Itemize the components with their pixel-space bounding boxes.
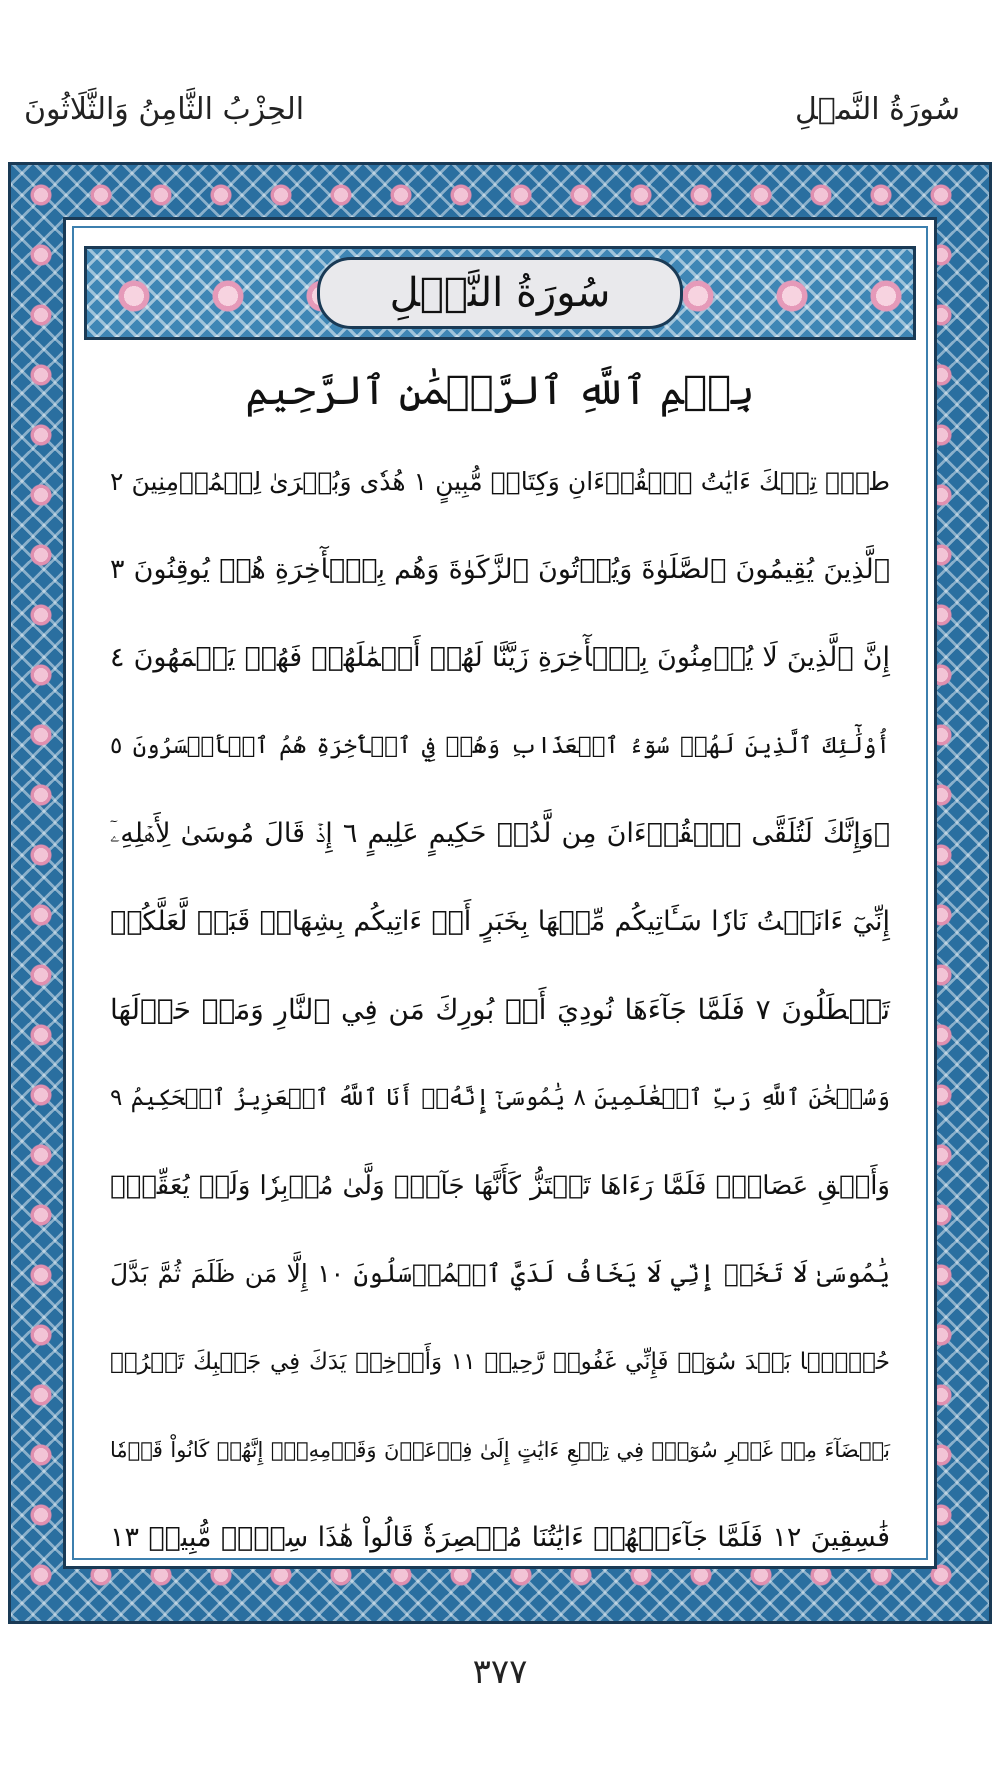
verse-line: ۞وَإِنَّكَ لَتُلَقَّى ٱلۡقُرۡءَانَ مِن لَّدُنۡ حَكِيمٍ عَلِيمٍ ٦ إِذۡ قَالَ مُوسَىٰ لِأَهۡلِهِۦٓ (110, 818, 890, 849)
surah-title: سُورَةُ النَّمۡلِ (389, 270, 611, 316)
verse-line: حُسۡنَۢا بَعۡدَ سُوٓءٖ فَإِنِّي غَفُورٞ رَّحِيمٞ ١١ وَأَدۡخِلۡ يَدَكَ فِي جَيۡبِكَ تَخۡرُجۡ (110, 1349, 890, 1375)
surah-name-header: سُورَةُ النَّمۡلِ (795, 92, 960, 127)
verse-line: بَيۡضَآءَ مِنۡ غَيۡرِ سُوٓءٖۖ فِي تِسۡعِ ءَايَٰتٍ إِلَىٰ فِرۡعَوۡنَ وَقَوۡمِهِۦٓۚ إِنَّهُمۡ كَانُواْ قَوۡمٗا (110, 1438, 890, 1462)
verse-line: وَأَلۡقِ عَصَاكَۚ فَلَمَّا رَءَاهَا تَهۡتَزُّ كَأَنَّهَا جَآنّٞ وَلَّىٰ مُدۡبِرٗا وَلَمۡ يُعَقِّبۡۚ (110, 1171, 890, 1201)
verse-line: طسٓۚ تِلۡكَ ءَايَٰتُ ٱلۡقُرۡءَانِ وَكِتَابٖ مُّبِينٍ ١ هُدٗى وَبُشۡرَىٰ لِلۡمُؤۡمِنِينَ ٢ (110, 467, 890, 496)
surah-title-banner (84, 246, 916, 340)
verse-line: إِنَّ ٱلَّذِينَ لَا يُؤۡمِنُونَ بِٱلۡأٓخِرَةِ زَيَّنَّا لَهُمۡ أَعۡمَٰلَهُمۡ فَهُمۡ يَعۡمَهُونَ ٤ (110, 642, 890, 673)
page-number: ٣٧٧ (472, 1652, 528, 1692)
verse-line: أُوْلَٰٓئِكَ ٱلَّذِينَ لَهُمۡ سُوٓءُ ٱلۡعَذَابِ وَهُمۡ فِي ٱلۡأٓخِرَةِ هُمُ ٱلۡأَخۡسَرُونَ ٥ (110, 733, 890, 759)
verse-line: يَٰمُوسَىٰ لَا تَخَفۡ إِنِّي لَا يَخَافُ لَدَيَّ ٱلۡمُرۡسَلُونَ ١٠ إِلَّا مَن ظَلَمَ ثُمَّ بَدَّلَ (110, 1259, 891, 1288)
surah-title-cartouche (317, 257, 683, 329)
hizb-header: الحِزْبُ الثَّامِنُ وَالثَّلَاثُونَ (24, 92, 305, 127)
verse-lines (110, 438, 890, 1582)
verse-line: فَٰسِقِينَ ١٢ فَلَمَّا جَآءَتۡهُمۡ ءَايَٰتُنَا مُبۡصِرَةٗ قَالُواْ هَٰذَا سِحۡرٞ مُّبِينٞ ١٣ (110, 1522, 890, 1553)
verse-line: تَصۡطَلُونَ ٧ فَلَمَّا جَآءَهَا نُودِيَ أَنۢ بُورِكَ مَن فِي ٱلنَّارِ وَمَنۡ حَوۡلَهَا (110, 993, 890, 1026)
verse-line: إِنِّيٓ ءَانَسۡتُ نَارٗا سَـَٔاتِيكُم مِّنۡهَا بِخَبَرٍ أَوۡ ءَاتِيكُم بِشِهَابٖ قَبَسٖ لَّعَلَّكُمۡ (110, 906, 890, 937)
verse-line: وَسُبۡحَٰنَ ٱللَّهِ رَبِّ ٱلۡعَٰلَمِينَ ٨ يَٰمُوسَىٰٓ إِنَّهُۥٓ أَنَا ٱللَّهُ ٱلۡعَزِيزُ ٱلۡحَكِيمُ ٩ (110, 1085, 891, 1111)
basmala: بِسۡمِ ٱللَّهِ ٱلرَّحۡمَٰنِ ٱلرَّحِيمِ (245, 368, 755, 414)
verse-line: ٱلَّذِينَ يُقِيمُونَ ٱلصَّلَوٰةَ وَيُؤۡتُونَ ٱلزَّكَوٰةَ وَهُم بِٱلۡأٓخِرَةِ هُمۡ يُوقِنُونَ ٣ (110, 554, 890, 585)
